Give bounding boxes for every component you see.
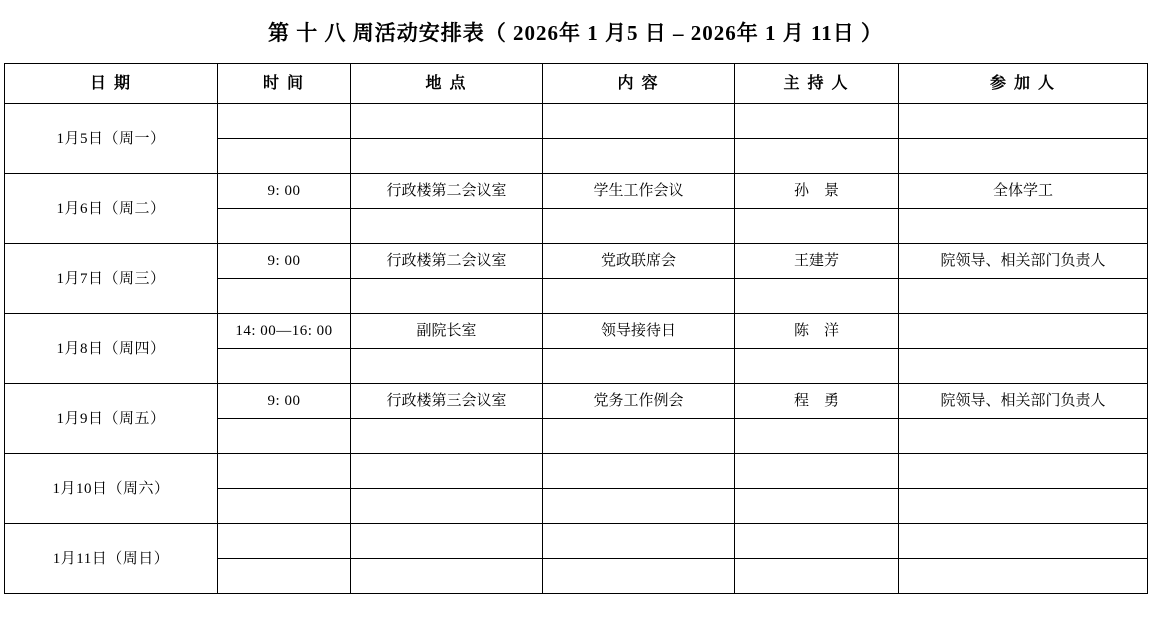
- table-row: [5, 454, 1148, 489]
- cell-place: [351, 559, 543, 594]
- weekly-schedule-table: [4, 63, 1148, 594]
- cell-host: 陈 洋: [735, 314, 899, 349]
- cell-place: [351, 489, 543, 524]
- cell-host: [735, 454, 899, 489]
- cell-host: 程 勇: [735, 384, 899, 419]
- cell-attendees: 全体学工: [899, 174, 1148, 209]
- cell-time: [218, 489, 351, 524]
- cell-place: [351, 139, 543, 174]
- cell-host: [735, 279, 899, 314]
- cell-attendees: [899, 279, 1148, 314]
- cell-topic: [543, 279, 735, 314]
- cell-topic: [543, 209, 735, 244]
- cell-topic: [543, 104, 735, 139]
- cell-host: 王建芳: [735, 244, 899, 279]
- cell-place: 行政楼第二会议室: [351, 174, 543, 209]
- day-label: 1月7日（周三）: [5, 244, 218, 314]
- day-label: 1月9日（周五）: [5, 384, 218, 454]
- table-row: [5, 104, 1148, 139]
- page-title: 第 十 八 周活动安排表（ 2026年 1 月5 日 – 2026年 1 月 11日 ）: [267, 21, 884, 45]
- cell-topic: 学生工作会议: [543, 174, 735, 209]
- cell-time: [218, 454, 351, 489]
- cell-time: 14: 00—16: 00: [218, 314, 351, 349]
- cell-attendees: [899, 349, 1148, 384]
- cell-attendees: [899, 104, 1148, 139]
- cell-place: [351, 454, 543, 489]
- cell-host: [735, 139, 899, 174]
- cell-time: [218, 209, 351, 244]
- cell-time: [218, 139, 351, 174]
- cell-time: [218, 559, 351, 594]
- cell-topic: 党务工作例会: [543, 384, 735, 419]
- cell-topic: [543, 419, 735, 454]
- cell-time: 9: 00: [218, 244, 351, 279]
- cell-time: [218, 279, 351, 314]
- day-label: 1月5日（周一）: [5, 104, 218, 174]
- column-header-date: 日 期: [5, 64, 218, 104]
- cell-attendees: [899, 489, 1148, 524]
- cell-time: [218, 419, 351, 454]
- cell-attendees: [899, 454, 1148, 489]
- column-header-topic: 内 容: [543, 64, 735, 104]
- cell-attendees: [899, 419, 1148, 454]
- cell-attendees: [899, 524, 1148, 559]
- cell-host: [735, 104, 899, 139]
- column-header-attendees: 参 加 人: [899, 64, 1148, 104]
- cell-time: 9: 00: [218, 384, 351, 419]
- cell-attendees: [899, 209, 1148, 244]
- column-header-time: 时 间: [218, 64, 351, 104]
- cell-attendees: 院领导、相关部门负责人: [899, 244, 1148, 279]
- cell-host: [735, 419, 899, 454]
- table-row: [5, 314, 1148, 349]
- cell-place: [351, 209, 543, 244]
- cell-host: [735, 349, 899, 384]
- cell-topic: [543, 454, 735, 489]
- cell-topic: [543, 349, 735, 384]
- cell-place: [351, 279, 543, 314]
- cell-place: 行政楼第三会议室: [351, 384, 543, 419]
- cell-host: [735, 524, 899, 559]
- cell-attendees: [899, 139, 1148, 174]
- column-header-host: 主 持 人: [735, 64, 899, 104]
- cell-host: [735, 489, 899, 524]
- cell-host: [735, 209, 899, 244]
- cell-topic: 党政联席会: [543, 244, 735, 279]
- cell-place: 行政楼第二会议室: [351, 244, 543, 279]
- cell-place: [351, 349, 543, 384]
- cell-host: [735, 559, 899, 594]
- cell-attendees: [899, 314, 1148, 349]
- table-row: [5, 244, 1148, 279]
- cell-time: [218, 349, 351, 384]
- day-label: 1月6日（周二）: [5, 174, 218, 244]
- cell-place: [351, 419, 543, 454]
- cell-time: 9: 00: [218, 174, 351, 209]
- day-label: 1月11日（周日）: [5, 524, 218, 594]
- cell-time: [218, 524, 351, 559]
- cell-topic: [543, 524, 735, 559]
- cell-attendees: [899, 559, 1148, 594]
- table-row: [5, 524, 1148, 559]
- cell-place: 副院长室: [351, 314, 543, 349]
- day-label: 1月8日（周四）: [5, 314, 218, 384]
- cell-topic: [543, 489, 735, 524]
- table-row: [5, 174, 1148, 209]
- day-label: 1月10日（周六）: [5, 454, 218, 524]
- table-header-row: [5, 64, 1148, 104]
- cell-topic: 领导接待日: [543, 314, 735, 349]
- cell-time: [218, 104, 351, 139]
- cell-place: [351, 524, 543, 559]
- column-header-place: 地 点: [351, 64, 543, 104]
- cell-host: 孙 景: [735, 174, 899, 209]
- cell-topic: [543, 139, 735, 174]
- table-row: [5, 384, 1148, 419]
- cell-attendees: 院领导、相关部门负责人: [899, 384, 1148, 419]
- cell-topic: [543, 559, 735, 594]
- cell-place: [351, 104, 543, 139]
